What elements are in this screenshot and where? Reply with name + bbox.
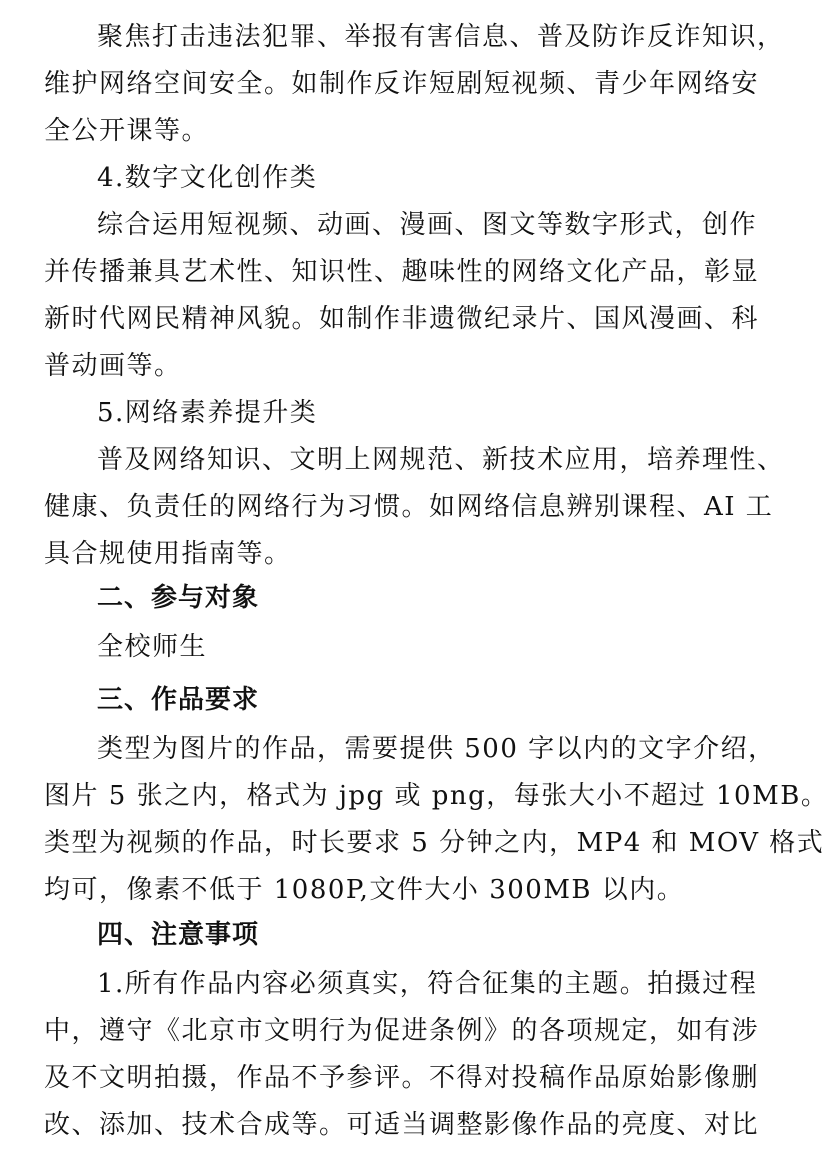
paragraph-network-literacy-line-1: 普及网络知识、文明上网规范、新技术应用，培养理性、 <box>97 445 785 475</box>
section-heading-notes: 四、注意事项 <box>97 920 260 950</box>
section-heading-participants: 二、参与对象 <box>97 583 260 613</box>
paragraph-digital-culture-line-2: 并传播兼具艺术性、知识性、趣味性的网络文化产品，彰显 <box>44 257 760 287</box>
section-heading-requirements: 三、作品要求 <box>97 685 260 715</box>
subheading-network-literacy: 5.网络素养提升类 <box>97 398 318 428</box>
paragraph-requirements-line-4: 均可，像素不低于 1080P,文件大小 300MB 以内。 <box>44 875 685 905</box>
paragraph-notes-line-3: 及不文明拍摄，作品不予参评。不得对投稿作品原始影像删 <box>44 1063 760 1093</box>
paragraph-network-literacy-line-3: 具合规使用指南等。 <box>44 539 292 569</box>
paragraph-digital-culture-line-3: 新时代网民精神风貌。如制作非遗微纪录片、国风漫画、科 <box>44 304 760 334</box>
paragraph-digital-culture-line-4: 普动画等。 <box>44 351 182 381</box>
paragraph-digital-culture-line-1: 综合运用短视频、动画、漫画、图文等数字形式，创作 <box>97 210 758 240</box>
paragraph-notes-line-2: 中，遵守《北京市文明行为促进条例》的各项规定，如有涉 <box>44 1016 760 1046</box>
paragraph-notes-line-4: 改、添加、技术合成等。可适当调整影像作品的亮度、对比 <box>44 1110 760 1140</box>
paragraph-requirements-line-3: 类型为视频的作品，时长要求 5 分钟之内，MP4 和 MOV 格式 <box>44 828 825 858</box>
paragraph-cyber-security-line-2: 维护网络空间安全。如制作反诈短剧短视频、青少年网络安 <box>44 69 760 99</box>
paragraph-notes-line-1: 1.所有作品内容必须真实，符合征集的主题。拍摄过程 <box>97 969 758 999</box>
paragraph-requirements-line-1: 类型为图片的作品，需要提供 500 字以内的文字介绍， <box>97 734 776 764</box>
paragraph-cyber-security-line-1: 聚焦打击违法犯罪、举报有害信息、普及防诈反诈知识， <box>97 22 785 52</box>
paragraph-requirements-line-2: 图片 5 张之内，格式为 jpg 或 png，每张大小不超过 10MB。 <box>44 781 828 811</box>
paragraph-participants: 全校师生 <box>97 632 208 662</box>
paragraph-network-literacy-line-2: 健康、负责任的网络行为习惯。如网络信息辨别课程、AI 工 <box>44 492 774 522</box>
subheading-digital-culture: 4.数字文化创作类 <box>97 163 318 193</box>
paragraph-cyber-security-line-3: 全公开课等。 <box>44 116 210 146</box>
